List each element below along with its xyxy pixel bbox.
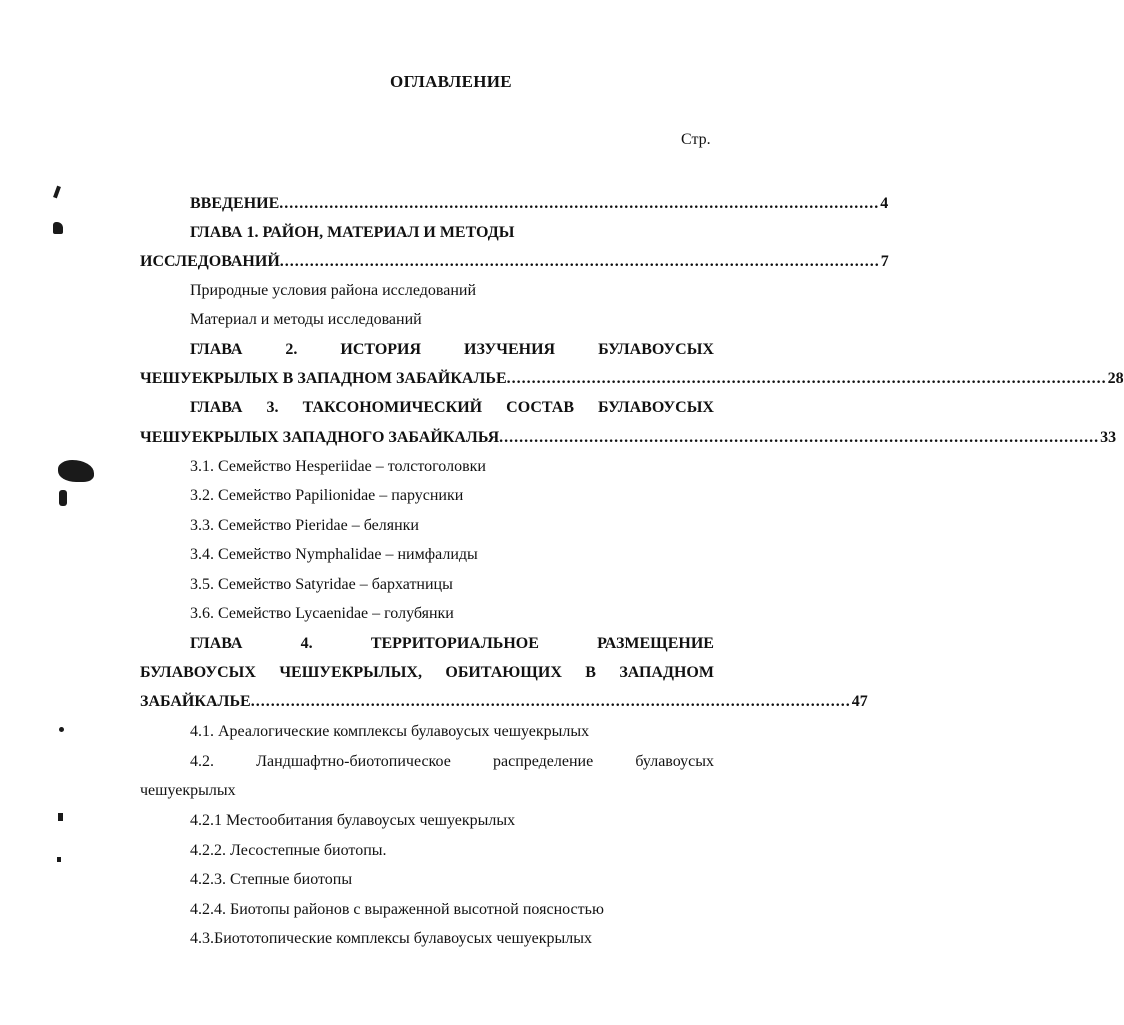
word: распределение xyxy=(492,753,594,770)
word: В xyxy=(585,664,596,681)
toc-subentry: 4.2.2. Лесостепные биотопы. xyxy=(190,842,387,859)
word: 2. xyxy=(285,341,298,358)
scan-speck xyxy=(58,460,94,482)
toc-subentry: 3.1. Семейство Hesperiidae – толстоголовки xyxy=(190,458,486,475)
toc-page-number: 7 xyxy=(880,253,889,270)
word: БУЛАВОУСЫХ xyxy=(598,341,714,358)
toc-entry-label: ЧЕШУЕКРЫЛЫХ В ЗАПАДНОМ ЗАБАЙКАЛЬЕ xyxy=(140,370,507,387)
toc-entry-chapter-1: ГЛАВА 1. РАЙОН, МАТЕРИАЛ И МЕТОДЫ xyxy=(190,224,515,241)
toc-entry-chapter-1-cont xyxy=(140,250,889,274)
toc-subentry: 3.2. Семейство Papilionidae – парусники xyxy=(190,487,464,504)
word: булавоусых xyxy=(635,753,714,770)
word: СОСТАВ xyxy=(506,399,574,416)
toc-subentry-cont: чешуекрылых xyxy=(140,782,236,799)
word: Ландшафтно-биотопическое xyxy=(256,753,451,770)
word: ОБИТАЮЩИХ xyxy=(445,664,562,681)
toc-subentry: 4.2.4. Биотопы районов с выраженной высотной поясностью xyxy=(190,901,604,918)
scan-speck xyxy=(57,857,61,862)
word: 3. xyxy=(266,399,279,416)
word: РАЗМЕЩЕНИЕ xyxy=(597,635,714,652)
toc-entry-chapter-3 xyxy=(190,396,714,420)
toc-page-number: 4 xyxy=(880,195,889,212)
toc-entry-chapter-4-cont xyxy=(140,661,714,685)
toc-entry-chapter-4 xyxy=(190,632,714,656)
word: ЧЕШУЕКРЫЛЫХ, xyxy=(279,664,422,681)
toc-entry-label: ИССЛЕДОВАНИЙ xyxy=(140,253,280,270)
scan-speck xyxy=(53,186,61,199)
scan-speck xyxy=(58,813,63,821)
word: 4.2. xyxy=(190,753,214,770)
toc-page-number: 47 xyxy=(851,693,868,710)
word: БУЛАВОУСЫХ xyxy=(140,664,256,681)
toc-subentry: Природные условия района исследований xyxy=(190,282,477,299)
leader-dots: ........................................................................................................................ xyxy=(506,370,1107,387)
toc-subentry: 3.6. Семейство Lycaenidae – голубянки xyxy=(190,605,454,622)
toc-subentry: 4.1. Ареалогические комплексы булавоусых чешуекрылых xyxy=(190,723,590,740)
toc-entry-chapter-2-cont xyxy=(140,367,1124,391)
word: ИЗУЧЕНИЯ xyxy=(464,341,556,358)
toc-entry-label: ВВЕДЕНИЕ xyxy=(190,195,280,212)
leader-dots: ........................................................................................................................ xyxy=(499,429,1100,446)
toc-entry-intro xyxy=(190,192,889,216)
scan-speck xyxy=(59,727,64,732)
word: ГЛАВА xyxy=(190,341,243,358)
word: ГЛАВА xyxy=(190,635,243,652)
toc-subentry: 3.3. Семейство Pieridae – белянки xyxy=(190,517,419,534)
word: ТЕРРИТОРИАЛЬНОЕ xyxy=(370,635,539,652)
toc-subentry: 4.2.1 Местообитания булавоусых чешуекрылых xyxy=(190,812,516,829)
word: ГЛАВА xyxy=(190,399,243,416)
page-column-label: Стр. xyxy=(681,131,711,148)
word: ТАКСОНОМИЧЕСКИЙ xyxy=(302,399,483,416)
word: ИСТОРИЯ xyxy=(340,341,422,358)
toc-entry-chapter-2 xyxy=(190,338,714,362)
toc-subentry: 3.5. Семейство Satyridae – бархатницы xyxy=(190,576,453,593)
toc-entry-chapter-3-cont xyxy=(140,426,1117,450)
leader-dots: ........................................................................................................................ xyxy=(279,253,880,270)
word: ЗАПАДНОМ xyxy=(619,664,714,681)
leader-dots: ........................................................................................................................ xyxy=(279,195,880,212)
toc-page-number: 28 xyxy=(1107,370,1124,387)
toc-page-number: 33 xyxy=(1100,429,1117,446)
toc-entry-label: ЗАБАЙКАЛЬЕ xyxy=(140,693,251,710)
word: БУЛАВОУСЫХ xyxy=(598,399,714,416)
scan-speck xyxy=(59,490,67,506)
page-title: ОГЛАВЛЕНИЕ xyxy=(390,72,512,91)
toc-subentry: 4.3.Биототопические комплексы булавоусых чешуекрылых xyxy=(190,930,592,947)
toc-subentry: 3.4. Семейство Nymphalidae – нимфалиды xyxy=(190,546,478,563)
toc-subentry xyxy=(190,750,714,774)
toc-entry-label: ЧЕШУЕКРЫЛЫХ ЗАПАДНОГО ЗАБАЙКАЛЬЯ xyxy=(140,429,500,446)
scan-speck xyxy=(53,222,63,234)
leader-dots: ........................................................................................................................ xyxy=(250,693,851,710)
toc-subentry: 4.2.3. Степные биотопы xyxy=(190,871,353,888)
toc-entry-chapter-4-cont2 xyxy=(140,690,868,714)
toc-subentry: Материал и методы исследований xyxy=(190,311,422,328)
word: 4. xyxy=(300,635,313,652)
